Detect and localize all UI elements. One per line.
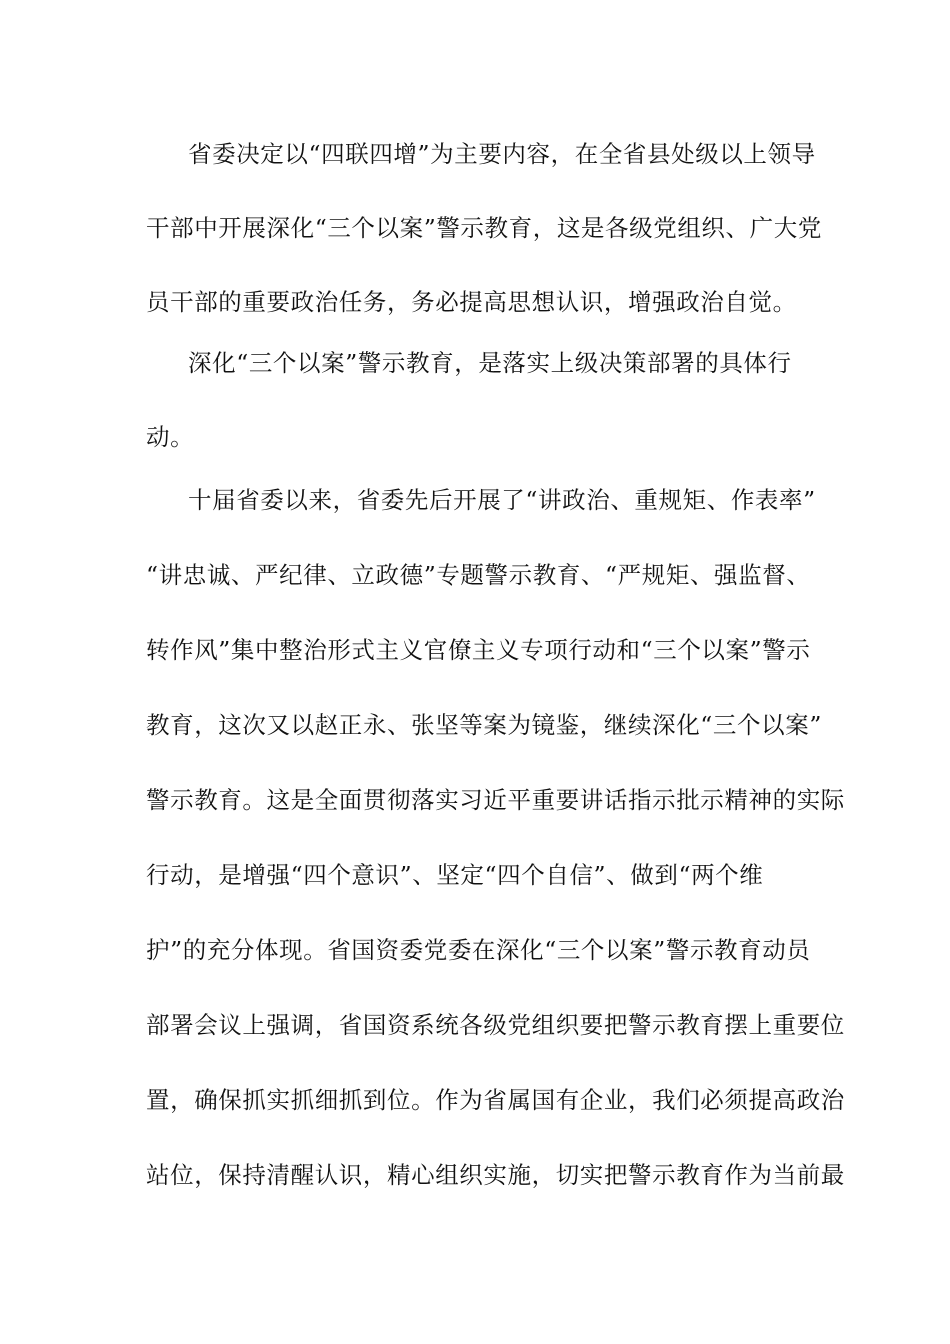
text-line: 行动，是增强“四个意识”、坚定“四个自信”、做到“两个维 [146, 861, 764, 889]
text-line: 教育，这次又以赵正永、张坚等案为镜鉴，继续深化“三个以案” [146, 711, 822, 739]
text-line: 护”的充分体现。省国资委党委在深化“三个以案”警示教育动员 [146, 936, 811, 964]
text-line: 干部中开展深化“三个以案”警示教育，这是各级党组织、广大党 [146, 214, 822, 242]
text-line: 转作风”集中整治形式主义官僚主义专项行动和“三个以案”警示 [146, 636, 811, 664]
text-line: 深化“三个以案”警示教育，是落实上级决策部署的具体行 [188, 349, 792, 377]
text-line: 警示教育。这是全面贯彻落实习近平重要讲话指示批示精神的实际 [146, 786, 845, 814]
text-line: 员干部的重要政治任务，务必提高思想认识，增强政治自觉。 [146, 288, 797, 316]
text-line: 部署会议上强调，省国资系统各级党组织要把警示教育摆上重要位 [146, 1011, 845, 1039]
text-line: 动。 [146, 423, 195, 451]
text-line: 省委决定以“四联四增”为主要内容，在全省县处级以上领导 [188, 140, 816, 168]
text-line: 置，确保抓实抓细抓到位。作为省属国有企业，我们必须提高政治 [146, 1086, 845, 1114]
text-line: 站位，保持清醒认识，精心组织实施，切实把警示教育作为当前最 [146, 1161, 845, 1189]
text-line: 十届省委以来，省委先后开展了“讲政治、重规矩、作表率” [188, 486, 816, 514]
text-line: “讲忠诚、严纪律、立政德”专题警示教育、“严规矩、强监督、 [146, 561, 811, 589]
